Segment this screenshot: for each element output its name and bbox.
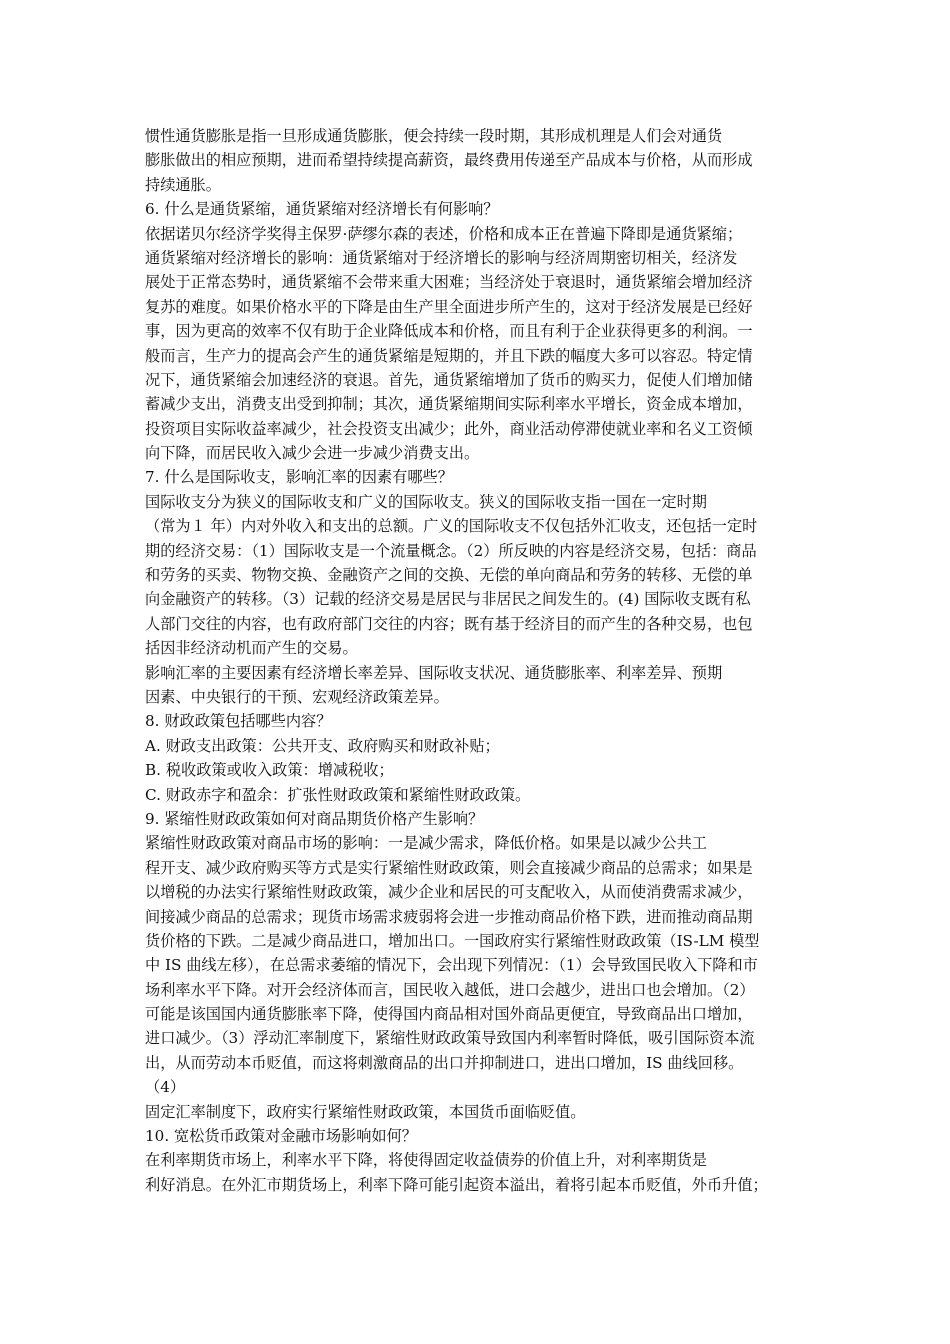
list-item: A. 财政支出政策：公共开支、政府购买和财政补贴； <box>145 736 500 755</box>
text-line: 括因非经济动机而产生的交易。 <box>145 639 358 658</box>
list-item: C. 财政赤字和盈余：扩张性财政政策和紧缩性财政政策。 <box>145 785 531 804</box>
text-line: 惯性通货膨胀是指一旦形成通货膨胀，便会持续一段时期，其形成机理是人们会对通货 <box>145 127 723 145</box>
text-line: 和劳务的买卖、物物交换、金融资产之间的交换、无偿的单向商品和劳务的转移、无偿的单 <box>145 566 753 585</box>
text-line: 出，从而劳动本币贬值，而这将刺激商品的出口并抑制进口，进出口增加，IS 曲线回移。 <box>145 1053 744 1072</box>
document-page <box>145 124 805 1197</box>
question-heading: 6. 什么是通货紧缩，通货紧缩对经济增长有何影响？ <box>145 200 499 219</box>
text-line: 膨胀做出的相应预期，进而希望持续提高薪资，最终费用传递至产品成本与价格，从而形成 <box>145 151 753 170</box>
question-heading: 10. 宽松货币政策对金融市场影响如何？ <box>145 1127 417 1146</box>
text-line: 货价格的下跌。二是减少商品进口，增加出口。一国政府实行紧缩性财政政策（IS-LM 模型 <box>145 931 760 950</box>
text-line: 向金融资产的转移。（3）记载的经济交易是居民与非居民之间发生的。(4) 国际收支既有私 <box>145 590 751 609</box>
text-line: 况下，通货紧缩会加速经济的衰退。首先，通货紧缩增加了货币的购买力，促使人们增加储 <box>145 370 753 389</box>
text-line: 国际收支分为狭义的国际收支和广义的国际收支。狭义的国际收支指一国在一定时期 <box>145 492 707 511</box>
text-line: 复苏的难度。如果价格水平的下降是由生产里全面进步所产生的，这对于经济发展是已经好 <box>145 297 753 316</box>
text-line: 蓄减少支出，消费支出受到抑制；其次，通货紧缩期间实际利率水平增长，资金成本增加， <box>145 395 753 414</box>
text-line: 般而言，生产力的提高会产生的通货紧缩是短期的，并且下跌的幅度大多可以容忍。特定情 <box>145 346 753 365</box>
text-line: 紧缩性财政政策对商品市场的影响：一是减少需求，降低价格。如果是以减少公共工 <box>145 834 707 853</box>
text-line: 持续通胀。 <box>145 175 221 194</box>
text-line: （4） <box>145 1078 186 1097</box>
text-line: 在利率期货市场上，利率水平下降，将使得固定收益债券的价值上升，对利率期货是 <box>145 1151 707 1170</box>
text-line: 因素、中央银行的干预、宏观经济政策差异。 <box>145 687 449 706</box>
text-line: 进口减少。（3）浮动汇率制度下，紧缩性财政政策导致国内利率暂时降低，吸引国际资本流 <box>145 1029 755 1048</box>
text-line: 通货紧缩对经济增长的影响：通货紧缩对于经济增长的影响与经济周期密切相关，经济发 <box>145 248 738 267</box>
text-line: 展处于正常态势时，通货紧缩不会带来重大困难；当经济处于衰退时，通货紧缩会增加经济 <box>145 273 753 292</box>
question-heading: 7. 什么是国际收支，影响汇率的因素有哪些？ <box>145 468 453 487</box>
question-heading: 8. 财政政策包括哪些内容？ <box>145 712 332 731</box>
question-heading: 9. 紧缩性财政政策如何对商品期货价格产生影响？ <box>145 809 484 828</box>
text-line: 影响汇率的主要因素有经济增长率差异、国际收支状况、通货膨胀率、利率差异、预期 <box>145 663 723 682</box>
text-line: 中 IS 曲线左移），在总需求萎缩的情况下，会出现下列情况：（1）会导致国民收入下降和市 <box>145 956 758 975</box>
text-line: 人部门交往的内容，也有政府部门交往的内容；既有基于经济目的而产生的各种交易，也包 <box>145 614 753 633</box>
text-line: 固定汇率制度下，政府实行紧缩性财政政策，本国货币面临贬值。 <box>145 1102 586 1121</box>
list-item: B. 税收政策或收入政策：增减税收； <box>145 761 394 780</box>
text-line: 可能是该国国内通货膨胀率下降，使得国内商品相对国外商品更便宜，导致商品出口增加， <box>145 1005 753 1024</box>
text-line: 投资项目实际收益率减少，社会投资支出减少；此外，商业活动停滞使就业率和名义工资倾 <box>145 419 753 438</box>
text-line: 间接减少商品的总需求；现货市场需求疲弱将会进一步推动商品价格下跌，进而推动商品期 <box>145 907 753 926</box>
text-line: （常为１ 年）内对外收入和支出的总额。广义的国际收支不仅包括外汇收支，还包括一定时 <box>145 517 758 536</box>
text-line: 事，因为更高的效率不仅有助于企业降低成本和价格，而且有利于企业获得更多的利润。一 <box>145 322 753 341</box>
text-line: 程开支、减少政府购买等方式是实行紧缩性财政政策，则会直接减少商品的总需求；如果是 <box>145 858 753 877</box>
text-line: 向下降，而居民收入减少会进一步减少消费支出。 <box>145 444 480 463</box>
text-line: 依据诺贝尔经济学奖得主保罗·萨缪尔森的表述，价格和成本正在普遍下降即是通货紧缩； <box>145 224 743 243</box>
text-line: 场利率水平下降。对开会经济体而言，国民收入越低，进口会越少，进出口也会增加。（2） <box>145 980 755 999</box>
text-line: 以增税的办法实行紧缩性财政政策，减少企业和居民的可支配收入，从而使消费需求减少， <box>145 883 753 902</box>
text-line: 利好消息。在外汇市期货场上，利率下降可能引起资本溢出，着将引起本币贬值，外币升值； <box>145 1175 768 1194</box>
text-line: 期的经济交易：（1）国际收支是一个流量概念。（2）所反映的内容是经济交易，包括：商品 <box>145 541 757 560</box>
